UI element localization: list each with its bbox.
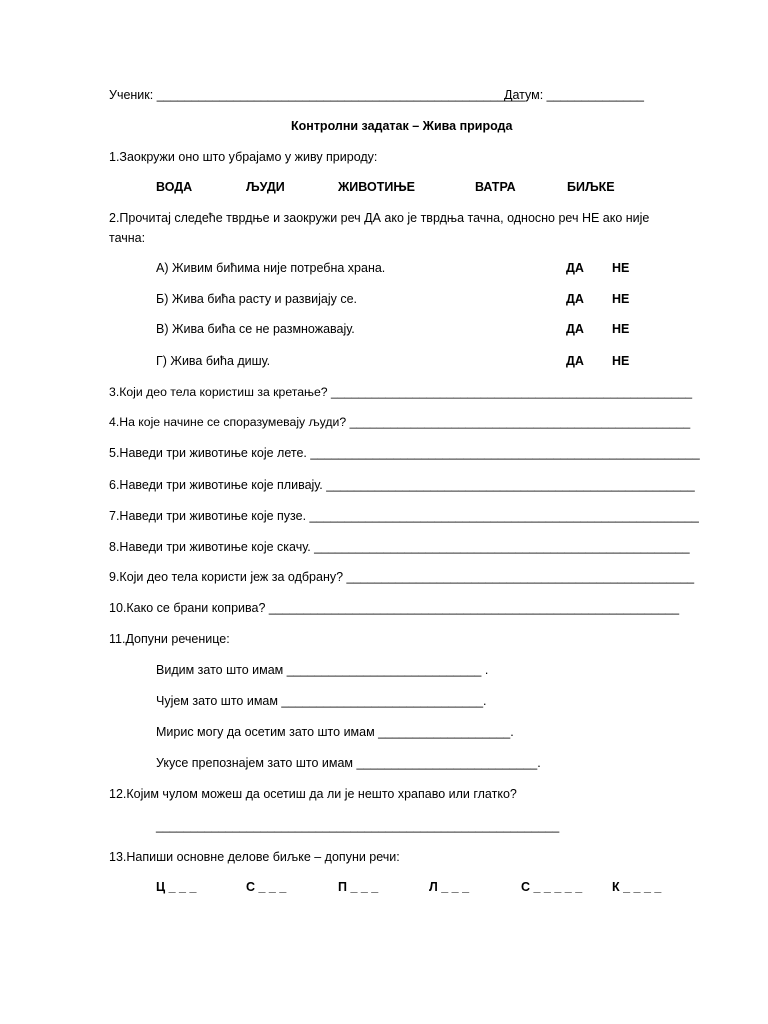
no-option: НЕ: [612, 322, 630, 336]
date-line: Датум: ______________: [504, 88, 644, 102]
question-3: 3.Који део тела користиш за кретање? _____________________________________________________: [109, 385, 693, 399]
question-11: 11.Допуни реченице:: [109, 632, 230, 646]
no-option: НЕ: [612, 354, 630, 368]
question-9: 9.Који део тела користи јеж за одбрану? __________________________________________________: [109, 570, 695, 584]
student-name-line: Ученик: _____________________________________________________: [109, 88, 526, 102]
worksheet-title: Контролни задатак – Жива природа: [291, 119, 513, 133]
yes-option: ДА: [566, 292, 584, 306]
yes-option: ДА: [566, 322, 584, 336]
statement-text: Б) Жива бића расту и развијају се.: [156, 292, 358, 306]
question-2-cont: тачна:: [109, 231, 146, 245]
question-4: 4.На које начине се споразумевају људи? __________________________________________________: [109, 415, 691, 429]
plant-part-blank: П _ _ _: [338, 880, 379, 894]
q1-option: ВАТРА: [475, 180, 516, 194]
question-5: 5.Наведи три животиње које лете. ________________________________________________________: [109, 446, 700, 460]
question-1: 1.Заокружи оно што убрајамо у живу природу:: [109, 150, 378, 164]
question-7: 7.Наведи три животиње које пузе. ________________________________________________________: [109, 509, 699, 523]
statement-text: А) Живим бићима није потребна храна.: [156, 261, 386, 275]
question-2: 2.Прочитај следеће тврдње и заокружи реч ДА ако је тврдња тачна, односно реч НЕ ако није: [109, 211, 650, 225]
answer-line: __________________________________________________________: [156, 819, 560, 833]
yes-option: ДА: [566, 261, 584, 275]
fill-sentence: Видим зато што имам ____________________________ .: [156, 663, 489, 677]
q1-option: ЖИВОТИЊЕ: [338, 180, 415, 194]
fill-sentence: Мирис могу да осетим зато што имам ___________________.: [156, 725, 514, 739]
no-option: НЕ: [612, 261, 630, 275]
question-12: 12.Којим чулом можеш да осетиш да ли је нешто храпаво или глатко?: [109, 787, 517, 801]
plant-part-blank: Л _ _ _: [429, 880, 470, 894]
question-10: 10.Како се брани коприва? ___________________________________________________________: [109, 601, 680, 615]
plant-part-blank: Ц _ _ _: [156, 880, 197, 894]
q1-option: БИЉКЕ: [567, 180, 615, 194]
no-option: НЕ: [612, 292, 630, 306]
question-6: 6.Наведи три животиње које пливају. _____________________________________________________: [109, 478, 695, 492]
statement-text: Г) Жива бића дишу.: [156, 354, 271, 368]
yes-option: ДА: [566, 354, 584, 368]
fill-sentence: Укусе препознајем зато што имам __________________________.: [156, 756, 541, 770]
q1-option: ЉУДИ: [246, 180, 285, 194]
plant-part-blank: С _ _ _: [246, 880, 287, 894]
q1-option: ВОДА: [156, 180, 193, 194]
plant-part-blank: С _ _ _ _ _: [521, 880, 583, 894]
plant-part-blank: К _ _ _ _: [612, 880, 662, 894]
statement-text: В) Жива бића се не размножавају.: [156, 322, 355, 336]
fill-sentence: Чујем зато што имам _____________________________.: [156, 694, 487, 708]
question-13: 13.Напиши основне делове биљке – допуни речи:: [109, 850, 400, 864]
question-8: 8.Наведи три животиње које скачу. ______________________________________________________: [109, 540, 690, 554]
